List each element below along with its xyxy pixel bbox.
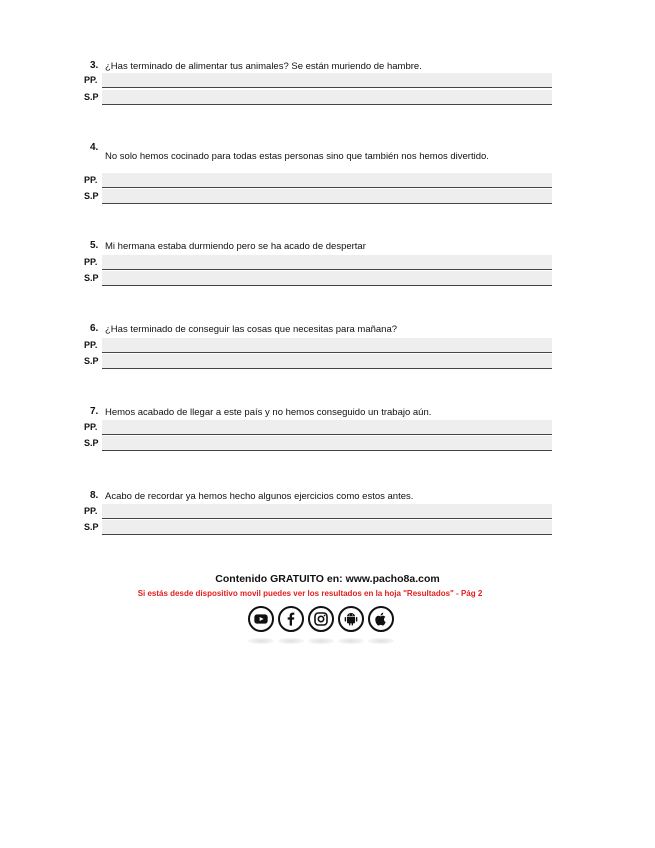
sp-label: S.P [84,92,99,102]
sp-answer-field[interactable] [102,189,552,204]
pp-answer-field[interactable] [102,504,552,519]
sp-answer-row[interactable] [84,189,552,204]
exercise-number: 8. [90,490,99,501]
exercise-sentence: No solo hemos cocinado para todas estas personas sino que también nos hemos divertido. [105,151,489,162]
pp-answer-row[interactable] [84,338,552,353]
exercise-number: 5. [90,240,99,251]
pp-label: PP. [84,175,98,185]
sp-label: S.P [84,273,99,283]
sp-answer-field[interactable] [102,271,552,286]
pp-label: PP. [84,340,98,350]
footer-website-title[interactable]: Contenido GRATUITO en: www.pacho8a.com [215,573,440,585]
sp-answer-row[interactable] [84,90,552,105]
sp-answer-row[interactable] [84,271,552,286]
youtube-icon[interactable] [248,606,274,632]
pp-answer-row[interactable] [84,173,552,188]
footer-mobile-note: Si estás desde dispositivo movil puedes ver los resultados en la hoja "Resultados" - Pág 2 [137,589,483,598]
social-icons [248,606,394,632]
exercise-sentence: ¿Has terminado de alimentar tus animales? Se están muriendo de hambre. [105,61,422,72]
pp-label: PP. [84,257,98,267]
exercise-number: 6. [90,323,99,334]
android-icon[interactable] [338,606,364,632]
exercise-number: 7. [90,406,99,417]
exercise-number: 4. [90,142,99,153]
apple-icon[interactable] [368,606,394,632]
sp-answer-row[interactable] [84,520,552,535]
pp-answer-field[interactable] [102,338,552,353]
pp-answer-field[interactable] [102,255,552,270]
pp-answer-field[interactable] [102,173,552,188]
sp-label: S.P [84,438,99,448]
sp-answer-field[interactable] [102,90,552,105]
pp-answer-row[interactable] [84,420,552,435]
sp-answer-field[interactable] [102,520,552,535]
pp-answer-field[interactable] [102,420,552,435]
pp-label: PP. [84,422,98,432]
pp-label: PP. [84,506,98,516]
pp-label: PP. [84,75,98,85]
sp-answer-field[interactable] [102,354,552,369]
pp-answer-row[interactable] [84,255,552,270]
pp-answer-field[interactable] [102,73,552,88]
exercise-sentence: Acabo de recordar ya hemos hecho algunos ejercicios como estos antes. [105,491,414,502]
sp-label: S.P [84,522,99,532]
exercise-sentence: ¿Has terminado de conseguir las cosas que necesitas para mañana? [105,324,398,335]
pp-answer-row[interactable] [84,504,552,519]
sp-label: S.P [84,356,99,366]
sp-answer-row[interactable] [84,354,552,369]
exercise-sentence: Hemos acabado de llegar a este país y no hemos conseguido un trabajo aún. [105,407,432,418]
sp-answer-field[interactable] [102,436,552,451]
pp-answer-row[interactable] [84,73,552,88]
instagram-icon[interactable] [308,606,334,632]
facebook-icon[interactable] [278,606,304,632]
exercise-number: 3. [90,60,99,71]
exercise-sentence: Mi hermana estaba durmiendo pero se ha acado de despertar [105,241,366,252]
sp-answer-row[interactable] [84,436,552,451]
sp-label: S.P [84,191,99,201]
